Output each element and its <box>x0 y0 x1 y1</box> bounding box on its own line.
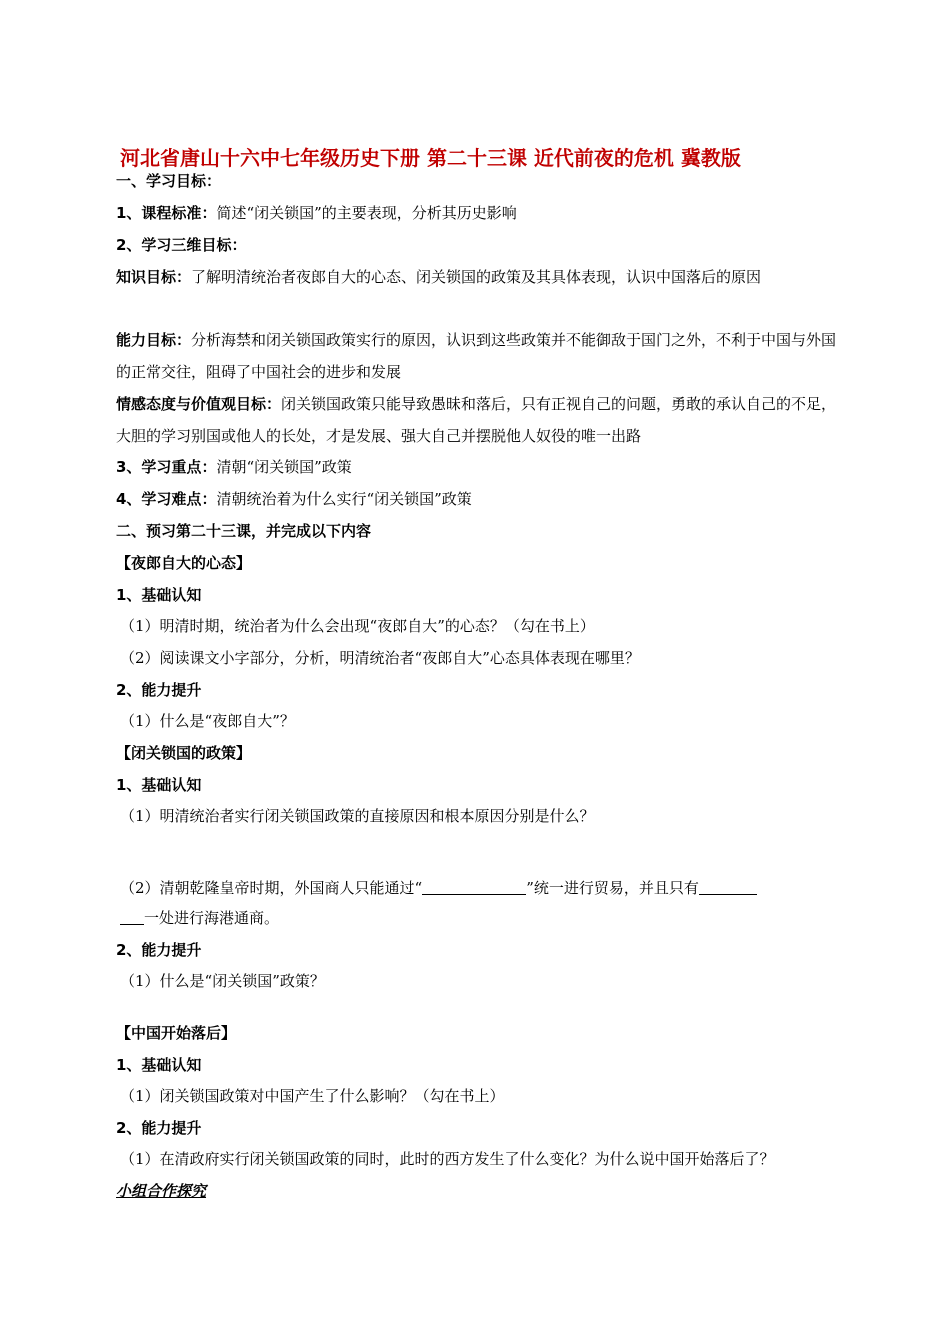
ability-heading: 2、能力提升 <box>116 681 202 699</box>
ability-heading: 2、能力提升 <box>116 1119 202 1137</box>
item-text: 清朝统治着为什么实行“闭关锁国”政策 <box>216 490 472 508</box>
knowledge-label: 知识目标： <box>116 268 192 286</box>
subsection-heading-closed-door: 【闭关锁国的政策】 <box>116 744 252 762</box>
ability-goal <box>116 324 840 388</box>
emotion-goal <box>116 388 840 452</box>
basic-knowledge-heading: 1、基础认知 <box>116 586 202 604</box>
item-difficult-point <box>116 488 840 510</box>
knowledge-goal <box>116 261 840 293</box>
document-title: 河北省唐山十六中七年级历史下册 第二十三课 近代前夜的危机 冀教版 <box>120 146 741 170</box>
subsection-heading-arrogance: 【夜郎自大的心态】 <box>116 554 252 572</box>
item-text: 简述“闭关锁国”的主要表现，分析其历史影响 <box>216 204 517 222</box>
question-text: （1）明清统治者实行闭关锁国政策的直接原因和根本原因分别是什么？ <box>120 807 595 825</box>
item-label: 4、学习难点： <box>116 490 217 508</box>
answer-blank[interactable] <box>699 878 757 895</box>
group-cooperation-heading: 小组合作探究 <box>116 1182 207 1200</box>
basic-knowledge-heading: 1、基础认知 <box>116 776 202 794</box>
item-text: 清朝“闭关锁国”政策 <box>216 458 352 476</box>
question-text: （2）清朝乾隆皇帝时期，外国商人只能通过“ <box>120 879 423 897</box>
basic-knowledge-heading: 1、基础认知 <box>116 1056 202 1074</box>
answer-blank[interactable] <box>120 908 144 925</box>
ability-heading: 2、能力提升 <box>116 941 202 959</box>
ability-text: 分析海禁和闭关锁国政策实行的原因，认识到这些政策并不能御敌于国门之外，不利于中国与外国的正常交往，阻碍了中国社会的进步和发展 <box>116 331 837 381</box>
question-text: （1）什么是“夜郎自大”？ <box>120 712 295 730</box>
section-heading-preview: 二、预习第二十三课，并完成以下内容 <box>116 522 372 540</box>
question-text: （1）闭关锁国政策对中国产生了什么影响？（勾在书上） <box>120 1087 505 1105</box>
item-three-dimension-goals: 2、学习三维目标： <box>116 236 247 254</box>
fill-in-question-continued <box>120 907 844 929</box>
question-text: （1）明清时期，统治者为什么会出现“夜郎自大”的心态？（勾在书上） <box>120 617 595 635</box>
subsection-heading-falling-behind: 【中国开始落后】 <box>116 1024 237 1042</box>
question-text: （1）什么是“闭关锁国”政策？ <box>120 972 325 990</box>
ability-label: 能力目标： <box>116 331 192 349</box>
question-text: （2）阅读课文小字部分，分析，明清统治者“夜郎自大”心态具体表现在哪里？ <box>120 649 640 667</box>
item-label: 1、课程标准： <box>116 204 217 222</box>
emotion-text: 闭关锁国政策只能导致愚昧和落后，只有正视自己的问题，勇敢的承认自己的不足，大胆的学习别国或他人的长处，才是发展、强大自己并摆脱他人奴役的唯一出路 <box>116 395 837 445</box>
knowledge-text: 了解明清统治者夜郎自大的心态、闭关锁国的政策及其具体表现，认识中国落后的原因 <box>191 268 762 286</box>
emotion-label: 情感态度与价值观目标： <box>116 395 282 413</box>
fill-in-question <box>120 877 844 899</box>
answer-blank[interactable] <box>422 878 526 895</box>
question-text: ”统一进行贸易，并且只有 <box>526 879 699 897</box>
item-curriculum-standard <box>116 202 840 224</box>
item-key-point <box>116 456 840 478</box>
item-label: 3、学习重点： <box>116 458 217 476</box>
section-heading-objectives: 一、学习目标： <box>116 172 222 190</box>
question-text: 一处进行海港通商。 <box>144 909 280 927</box>
question-text: （1）在清政府实行闭关锁国政策的同时，此时的西方发生了什么变化？为什么说中国开始落后了？ <box>120 1150 775 1168</box>
